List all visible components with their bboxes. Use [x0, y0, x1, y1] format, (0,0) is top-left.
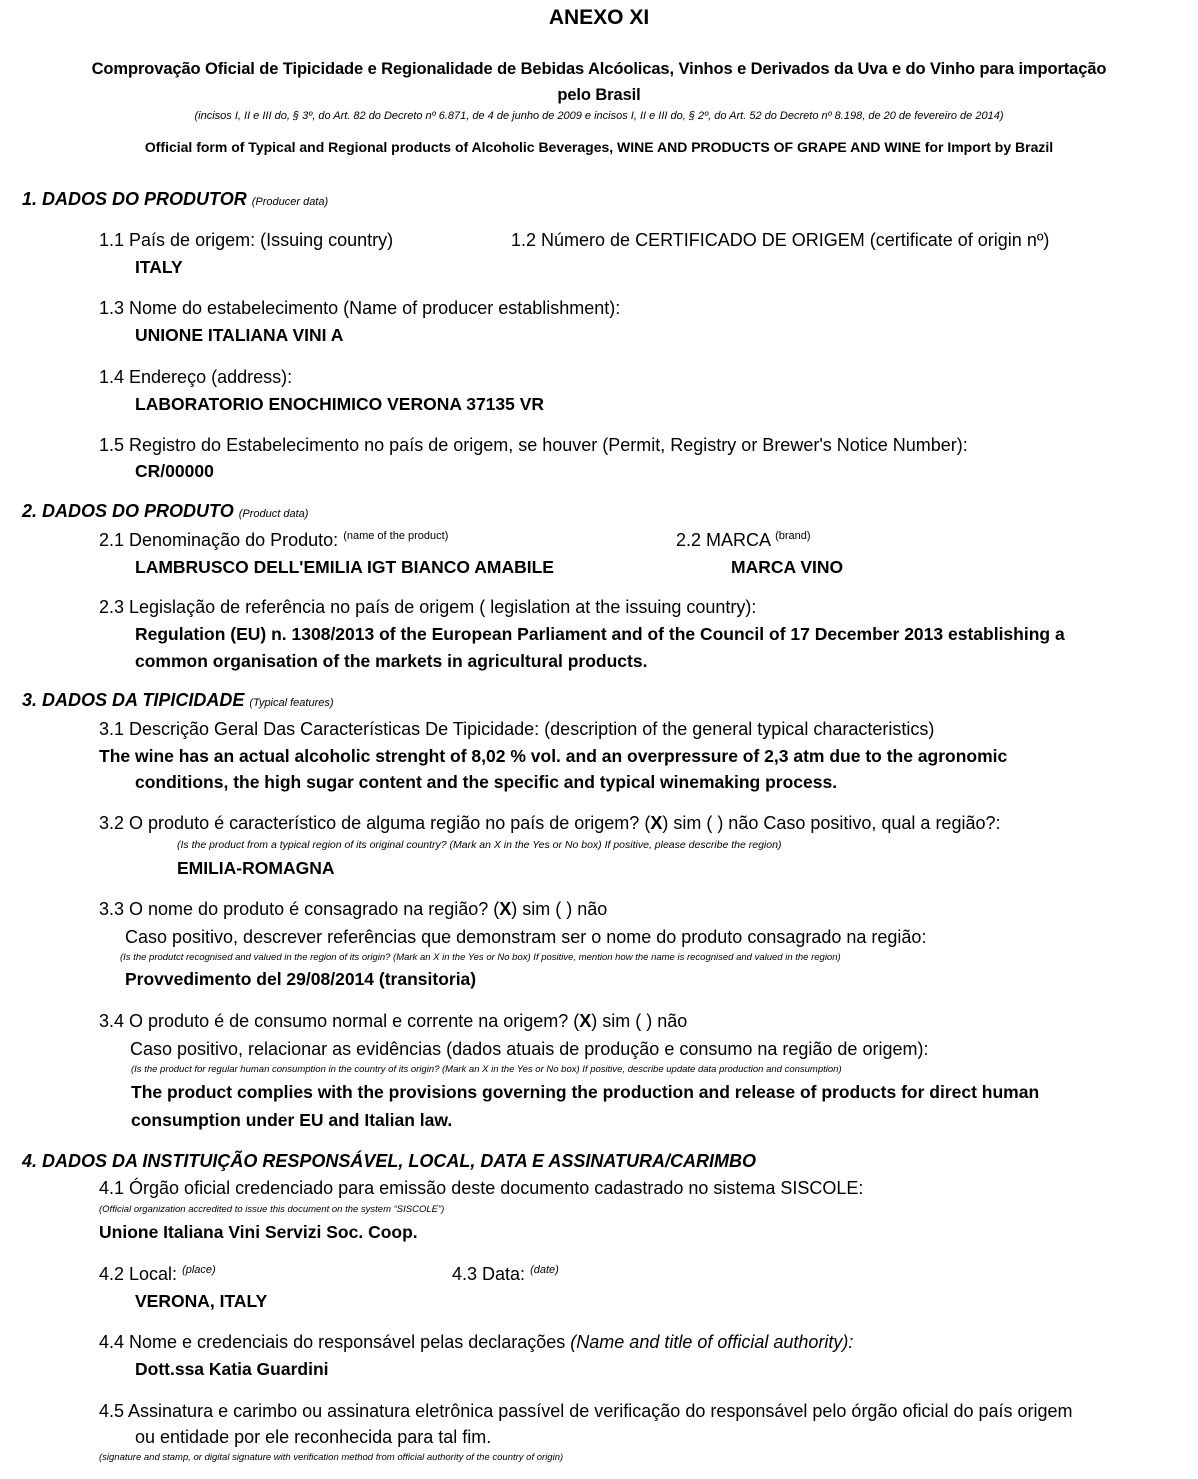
field-3-4-question	[99, 1011, 687, 1032]
section-1-title: 1. DADOS DO PRODUTOR	[22, 189, 247, 209]
field-1-1-value: ITALY	[135, 257, 183, 277]
field-3-3-question-prefix: 3.3 O nome do produto é consagrado na região? (	[99, 899, 500, 919]
section-2-heading	[22, 501, 308, 522]
field-3-3-yes-checkbox[interactable]: X	[499, 899, 512, 919]
field-4-3-note: (date)	[530, 1264, 559, 1276]
field-2-1-label: 2.1 Denominação do Produto:	[99, 530, 339, 550]
document-title: ANEXO XI	[548, 6, 650, 29]
field-2-1-note: (name of the product)	[343, 530, 449, 542]
field-4-1-note: (Official organization accredited to issue this document on the system “SISCOLE”)	[99, 1204, 445, 1215]
field-3-2-yes-checkbox[interactable]: X	[650, 813, 663, 833]
field-3-1-value-line2: conditions, the high sugar content and the specific and typical winemaking process.	[135, 772, 838, 792]
field-2-2-label-group	[676, 530, 811, 551]
field-3-2-question-prefix: 3.2 O produto é característico de alguma região no país de origem? (	[99, 813, 651, 833]
section-3-heading	[22, 690, 334, 711]
document-subtitle-line1: Comprovação Oficial de Tipicidade e Regionalidade de Bebidas Alcóolicas, Vinhos e Derivados da Uva e do Vinho para importação	[91, 60, 1107, 78]
section-2-note: (Product data)	[238, 508, 309, 520]
field-3-2-question-rest: ) sim ( ) não Caso positivo, qual a região?:	[662, 813, 1001, 833]
field-2-2-value: MARCA VINO	[731, 557, 844, 577]
legal-basis: (incisos I, II e III do, § 3º, do Art. 82 do Decreto nº 6.871, de 4 de junho de 2009 e incisos I, II e III do, § 2º, do Art. 52 do Decreto nº 8.198, de 20 de fevereiro de 2014)	[194, 110, 1004, 122]
field-4-4-label-en: (Name and title of official authority):	[570, 1332, 854, 1352]
field-1-2-label: 1.2 Número de CERTIFICADO DE ORIGEM (certificate of origin nº)	[511, 230, 1050, 250]
field-4-5-note: (signature and stamp, or digital signature with verification method from official authority of the country of origin)	[99, 1452, 564, 1463]
field-4-2-label-group	[99, 1264, 216, 1285]
field-4-4-label-group	[99, 1332, 853, 1353]
field-3-1-label: 3.1 Descrição Geral Das Características De Tipicidade: (description of the general typical characteristics)	[99, 719, 935, 739]
field-3-2-value: EMILIA-ROMAGNA	[177, 858, 335, 878]
document-subtitle-line2: pelo Brasil	[557, 86, 641, 104]
section-3-note: (Typical features)	[249, 697, 334, 709]
field-3-4-value-line2: consumption under EU and Italian law.	[131, 1110, 453, 1130]
field-2-3-label: 2.3 Legislação de referência no país de origem ( legislation at the issuing country):	[99, 597, 757, 617]
field-4-5-label-line1: 4.5 Assinatura e carimbo ou assinatura eletrônica passível de verificação do responsável pelo órgão oficial do país origem	[99, 1401, 1073, 1421]
field-4-4-value: Dott.ssa Katia Guardini	[135, 1359, 329, 1379]
field-1-4-label: 1.4 Endereço (address):	[99, 367, 293, 387]
field-3-3-value: Provvedimento del 29/08/2014 (transitoria)	[125, 969, 477, 989]
field-3-4-line2: Caso positivo, relacionar as evidências (dados atuais de produção e consumo na região de origem):	[130, 1039, 929, 1059]
field-3-4-note: (Is the product for regular human consumption in the country of its origin? (Mark an X in the Yes or No box) If positive, describe update data production and consumption)	[131, 1064, 842, 1075]
section-1-heading	[22, 189, 328, 210]
field-1-5-label: 1.5 Registro do Estabelecimento no país de origem, se houver (Permit, Registry or Brewer's Notice Number):	[99, 435, 968, 455]
field-4-3-label: 4.3 Data:	[452, 1264, 526, 1284]
field-3-4-value-line1: The product complies with the provisions governing the production and release of products for direct human	[131, 1082, 1040, 1102]
field-4-4-label: 4.4 Nome e credenciais do responsável pelas declarações	[99, 1332, 566, 1352]
field-2-1-value: LAMBRUSCO DELL'EMILIA IGT BIANCO AMABILE	[135, 557, 554, 577]
field-1-4-value: LABORATORIO ENOCHIMICO VERONA 37135 VR	[135, 394, 545, 414]
field-3-1-value-line1: The wine has an actual alcoholic strenght of 8,02 % vol. and an overpressure of 2,3 atm due to the agronomic	[99, 746, 1008, 766]
field-3-4-yes-checkbox[interactable]: X	[579, 1011, 592, 1031]
field-4-1-label: 4.1 Órgão oficial credenciado para emissão deste documento cadastrado no sistema SISCOLE:	[99, 1178, 864, 1198]
field-4-2-value: VERONA, ITALY	[135, 1291, 268, 1311]
field-3-4-question-rest: ) sim ( ) não	[591, 1011, 688, 1031]
field-3-2-note: (Is the product from a typical region of its original country? (Mark an X in the Yes or No box) If positive, please describe the region)	[177, 839, 782, 851]
official-form-title: Official form of Typical and Regional products of Alcoholic Beverages, WINE AND PRODUCTS OF GRAPE AND WINE for Import by Brazil	[144, 139, 1054, 155]
section-2-title: 2. DADOS DO PRODUTO	[22, 501, 234, 521]
section-4-title: 4. DADOS DA INSTITUIÇÃO RESPONSÁVEL, LOCAL, DATA E ASSINATURA/CARIMBO	[22, 1151, 757, 1171]
field-1-1-label: 1.1 País de origem: (Issuing country)	[99, 230, 394, 250]
field-1-3-value: UNIONE ITALIANA VINI A	[135, 325, 344, 345]
section-1-note: (Producer data)	[251, 196, 329, 208]
field-3-4-question-prefix: 3.4 O produto é de consumo normal e corrente na origem? (	[99, 1011, 580, 1031]
field-4-2-note: (place)	[182, 1264, 216, 1276]
field-3-3-note: (Is the produtct recognised and valued in the region of its origin? (Mark an X in the Yes or No box) If positive, mention how the name is recognised and valued in the region)	[120, 952, 841, 963]
field-1-3-label: 1.3 Nome do estabelecimento (Name of producer establishment):	[99, 298, 621, 318]
field-3-3-question-rest: ) sim ( ) não	[511, 899, 608, 919]
field-2-2-label: 2.2 MARCA	[676, 530, 771, 550]
field-3-2-question	[99, 813, 1001, 834]
field-3-3-line2: Caso positivo, descrever referências que demonstram ser o nome do produto consagrado na região:	[125, 927, 927, 947]
field-4-3-label-group	[452, 1264, 559, 1285]
field-2-3-value-line1: Regulation (EU) n. 1308/2013 of the European Parliament and of the Council of 17 December 2013 establishing a	[135, 624, 1065, 644]
field-2-2-note: (brand)	[775, 530, 811, 542]
field-4-1-value: Unione Italiana Vini Servizi Soc. Coop.	[99, 1222, 418, 1242]
field-2-3-value-line2: common organisation of the markets in agricultural products.	[135, 651, 648, 671]
field-4-5-label-line2: ou entidade por ele reconhecida para tal fim.	[135, 1427, 492, 1447]
field-3-3-question	[99, 899, 607, 920]
field-4-2-label: 4.2 Local:	[99, 1264, 178, 1284]
section-3-title: 3. DADOS DA TIPICIDADE	[22, 690, 245, 710]
field-2-1-label-group	[99, 530, 448, 551]
field-1-5-value: CR/00000	[135, 461, 214, 481]
